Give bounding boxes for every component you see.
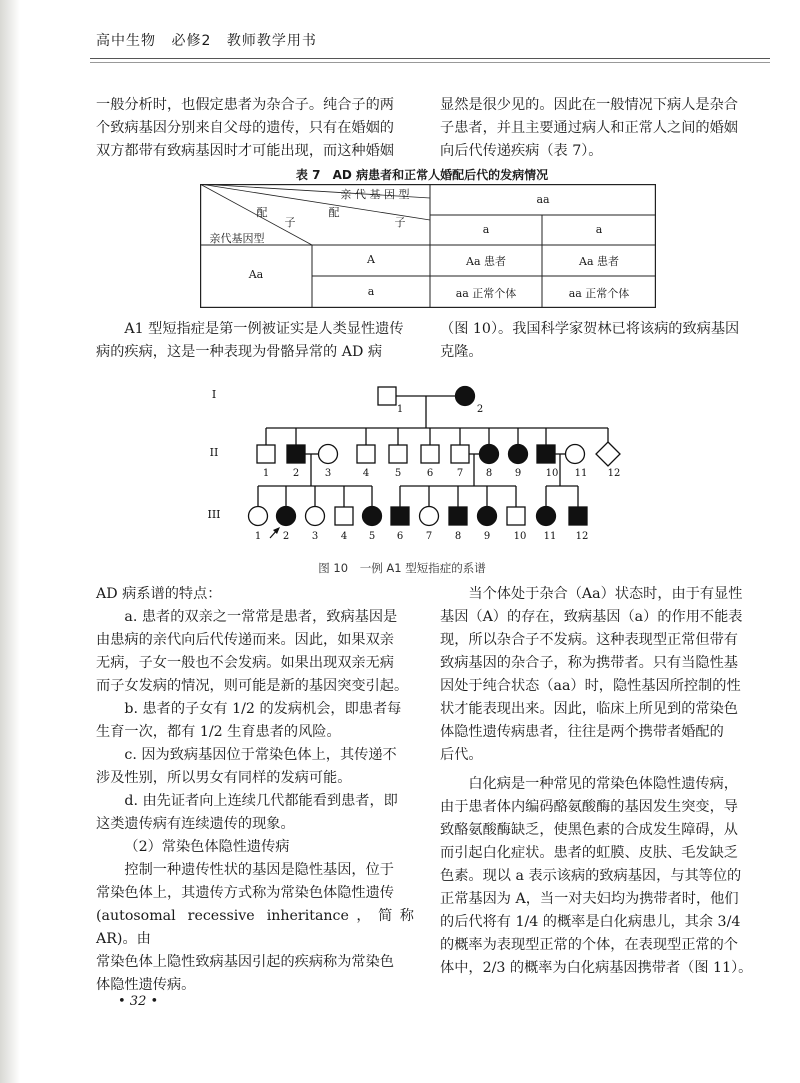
pedigree-male-affected	[391, 507, 409, 525]
header-book: 高中生物	[96, 33, 156, 49]
text-line: 致酪氨酸酶缺乏，使黑色素的合成发生障碍，从	[440, 822, 738, 838]
table-cell-normal-1: aa 正常个体	[455, 287, 517, 300]
text-line: 而引起白化症状。患者的虹膜、皮肤、毛发缺乏	[440, 845, 738, 861]
individual-number: 1	[262, 468, 270, 479]
pedigree-female-unaffected	[420, 507, 439, 526]
individual-number: 7	[456, 468, 464, 479]
individual-number: 11	[543, 531, 557, 542]
figure-number: 图 10	[318, 561, 349, 575]
text-line: A1 型短指症是第一例被证实是人类显性遗传	[124, 321, 404, 337]
pedigree-female-unaffected	[249, 507, 268, 526]
text-line: 而子女发病的情况，则可能是新的基因突变引起。	[96, 678, 409, 694]
genotype-table	[200, 184, 656, 308]
table-row-allele-A: A	[367, 253, 375, 266]
text-line: 生育一次，都有 1/2 生育患者的风险。	[96, 724, 341, 740]
text-line: 现，所以杂合子不发病。这种表现型正常但带有	[440, 632, 738, 648]
figure-caption-text: 一例 A1 型短指症的系谱	[359, 561, 486, 575]
text-line: 体隐性遗传病患者，往往是两个携带者婚配的	[440, 724, 724, 740]
table-cell-normal-2: aa 正常个体	[568, 287, 630, 300]
pedigree-male-unaffected	[421, 445, 439, 463]
pedigree-figure	[200, 378, 640, 548]
pedigree-female-unaffected	[306, 507, 325, 526]
table-row-genotype: Aa	[248, 268, 264, 281]
section-heading: （2）常染色体隐性遗传病	[124, 839, 290, 855]
individual-number: 2	[476, 404, 484, 415]
individual-number: 2	[282, 531, 290, 542]
text-line: （图 10）。我国科学家贺林已将该病的致病基因	[440, 321, 740, 337]
pedigree-female-unaffected	[319, 445, 338, 464]
running-header	[96, 30, 327, 50]
pedigree-male-affected	[449, 507, 467, 525]
text-line: b. 患者的子女有 1/2 的发病机会，即患者每	[124, 701, 402, 717]
text-line: 状才能表现出来。因此，临床上所见到的常染色	[440, 701, 738, 717]
pedigree-male-unaffected	[389, 445, 407, 463]
text-line: 常染色体上隐性致病基因引起的疾病称为常染色	[96, 954, 394, 970]
individual-number: 5	[368, 531, 376, 542]
text-line: 因处于纯合状态（aa）时，隐性基因所控制的性	[440, 678, 741, 694]
individual-number: 7	[425, 531, 433, 542]
individual-number: 6	[396, 531, 404, 542]
text-line: 后代。	[440, 747, 483, 763]
left-top-paragraph	[96, 94, 414, 163]
individual-number: 8	[454, 531, 462, 542]
pedigree-female-affected	[456, 387, 475, 406]
pedigree-female-affected	[478, 507, 497, 526]
text-line: 色素。现以 a 表示该病的致病基因，与其等位的	[440, 868, 742, 884]
pedigree-male-unaffected	[335, 507, 353, 525]
text-line: 的后代将有 1/4 的概率是白化病患儿，其余 3/4	[440, 914, 741, 930]
table-number: 表 7	[295, 168, 321, 182]
pedigree-unknown-sex	[596, 442, 620, 466]
pedigree-female-affected	[537, 507, 556, 526]
individual-number: 4	[362, 468, 370, 479]
pedigree-female-affected	[509, 445, 528, 464]
pedigree-male-unaffected	[507, 507, 525, 525]
table-header-mating-1: 配	[256, 206, 268, 219]
header-rule	[90, 58, 770, 59]
table-cell-affected-1: Aa 患者	[466, 255, 506, 268]
figure-caption	[96, 560, 716, 576]
table-cell-affected-2: Aa 患者	[579, 255, 619, 268]
individual-number: 11	[574, 468, 588, 479]
page-number: • 32 •	[118, 994, 159, 1009]
text-line: 基因（A）的存在，致病基因（a）的作用不能表	[440, 609, 743, 625]
text-line: 常染色体上，其遗传方式称为常染色体隐性遗传	[96, 885, 394, 901]
text-line: d. 由先证者向上连续几代都能看到患者，即	[124, 793, 398, 809]
header-type: 教师教学用书	[226, 33, 317, 49]
text-line: AD 病系谱的特点：	[96, 586, 222, 602]
text-line: 无病，子女一般也不会发病。如果出现双亲无病	[96, 655, 394, 671]
table-title	[96, 166, 756, 183]
text-line: 这类遗传病有连续遗传的现象。	[96, 816, 295, 832]
text-line: 显然是很少见的。因此在一般情况下病人是杂合	[440, 97, 738, 113]
table-header-gamete-1: 子	[284, 216, 296, 229]
individual-number: 10	[545, 468, 559, 479]
text-line: 个致病基因分别来自父母的遗传，只有在婚姻的	[96, 120, 394, 136]
table-row-allele-a: a	[367, 285, 375, 298]
pedigree-male-affected	[537, 445, 555, 463]
header-rule-secondary	[90, 62, 770, 63]
individual-number: 1	[396, 404, 404, 415]
individual-number: 5	[394, 468, 402, 479]
pedigree-male-unaffected	[257, 445, 275, 463]
text-line: 正常基因为 A，当一对夫妇均为携带者时，他们	[440, 891, 739, 907]
text-line: 致病基因的杂合子，称为携带者。只有当隐性基	[440, 655, 738, 671]
text-line: 白化病是一种常见的常染色体隐性遗传病，	[468, 776, 738, 792]
table-col-allele-2: a	[595, 223, 603, 236]
table-col-allele-1: a	[482, 223, 490, 236]
table-header-mating-2: 配	[328, 206, 340, 219]
mid-left-paragraph	[96, 318, 414, 364]
individual-number: 9	[483, 531, 491, 542]
pedigree-male-affected	[569, 507, 587, 525]
text-line: 体中，2/3 的概率为白化病基因携带者（图 11）。	[440, 960, 753, 976]
generation-label-i: I	[211, 388, 217, 401]
table-header-gamete-2: 子	[394, 216, 406, 229]
table-header-parent-genotype: 亲 代 基 因 型	[340, 188, 410, 201]
text-line: 子患者，并且主要通过病人和正常人之间的婚姻	[440, 120, 738, 136]
pedigree-female-affected	[480, 445, 499, 464]
pedigree-female-unaffected	[566, 445, 585, 464]
pedigree-chart	[200, 378, 640, 548]
table-header-row-genotype: 亲代基因型	[209, 232, 265, 245]
pedigree-female-affected	[277, 507, 296, 526]
pedigree-male-unaffected	[451, 445, 469, 463]
text-line: 向后代传递疾病（表 7）。	[440, 143, 603, 159]
table-col-genotype: aa	[536, 193, 550, 206]
individual-number: 6	[426, 468, 434, 479]
individual-number: 2	[292, 468, 300, 479]
individual-number: 3	[311, 531, 319, 542]
table-caption: AD 病患者和正常人婚配后代的发病情况	[332, 168, 549, 182]
text-line: 涉及性别，所以男女有同样的发病可能。	[96, 770, 352, 786]
pedigree-male-affected	[287, 445, 305, 463]
left-bottom-column	[96, 583, 414, 997]
text-line: 由于患者体内编码酪氨酸酶的基因发生突变，导	[440, 799, 738, 815]
pedigree-male-unaffected	[357, 445, 375, 463]
individual-number: 1	[254, 531, 262, 542]
text-line: 控制一种遗传性状的基因是隐性基因，位于	[124, 862, 394, 878]
text-line: a. 患者的双亲之一常常是患者，致病基因是	[124, 609, 398, 625]
right-top-paragraph	[440, 94, 758, 163]
individual-number: 3	[324, 468, 332, 479]
text-line: 由患病的亲代向后代传递而来。因此，如果双亲	[96, 632, 394, 648]
text-line: 一般分析时，也假定患者为杂合子。纯合子的两	[96, 97, 394, 113]
text-line: 当个体处于杂合（Aa）状态时，由于有显性	[468, 586, 743, 602]
individual-number: 9	[514, 468, 522, 479]
header-volume: 必修2	[171, 33, 212, 49]
text-line: c. 因为致病基因位于常染色体上，其传递不	[124, 747, 397, 763]
individual-number: 12	[607, 468, 621, 479]
pedigree-female-affected	[363, 507, 382, 526]
generation-label-ii: II	[209, 446, 219, 459]
text-line: 体隐性遗传病。	[96, 977, 196, 993]
right-bottom-column	[440, 583, 758, 980]
individual-number: 8	[485, 468, 493, 479]
text-line: 病的疾病，这是一种表现为骨骼异常的 AD 病	[96, 344, 383, 360]
text-line: 克隆。	[440, 344, 483, 360]
individual-number: 4	[340, 531, 348, 542]
text-line: 的概率为表现型正常的个体，在表现型正常的个	[440, 937, 738, 953]
text-line: (autosomal recessive inheritance，简称 AR)。由	[96, 908, 414, 947]
mid-right-paragraph	[440, 318, 758, 364]
page-binding-shadow	[0, 0, 20, 1083]
generation-label-iii: III	[207, 508, 221, 521]
individual-number: 10	[513, 531, 527, 542]
text-line: 双方都带有致病基因时才可能出现，而这种婚姻	[96, 143, 394, 159]
individual-number: 12	[575, 531, 589, 542]
pedigree-male-unaffected	[378, 387, 396, 405]
